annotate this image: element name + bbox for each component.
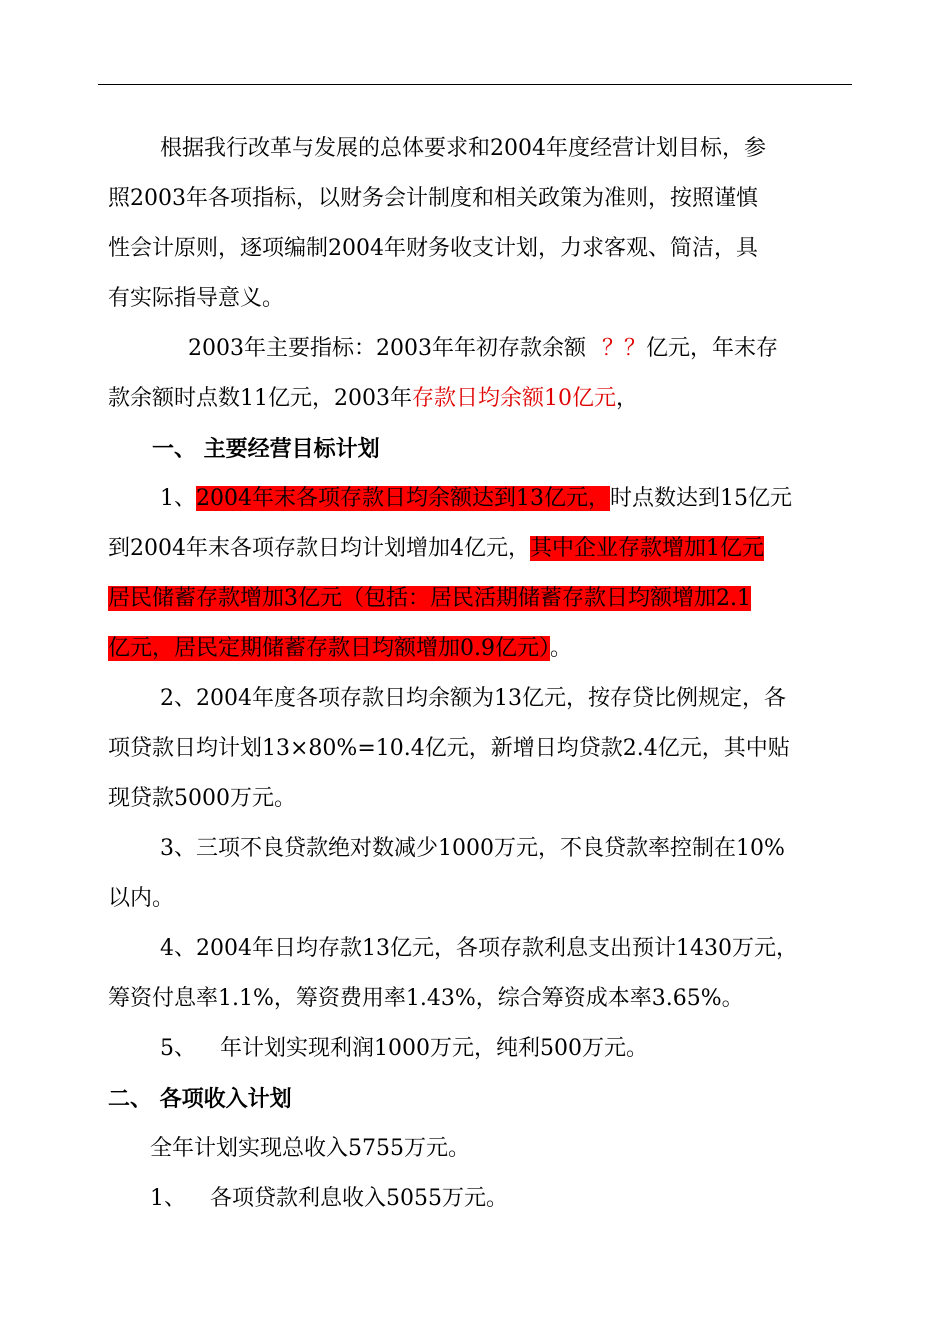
indicators-text: 2003年主要指标：2003年年初存款余额 xyxy=(188,336,586,361)
highlighted-text: 2004年末各项存款日均余额达到13亿元， xyxy=(196,486,610,511)
indicators-text: 款余额时点数11亿元，2003年 xyxy=(108,386,412,411)
item-2-line-3: 现贷款5000万元。 xyxy=(108,786,296,811)
section-heading-1: 一、 主要经营目标计划 xyxy=(152,436,380,462)
item-number: 5、 xyxy=(160,1036,196,1061)
total-income-line: 全年计划实现总收入5755万元。 xyxy=(150,1136,470,1161)
red-text-daily-average: 存款日均余额10亿元 xyxy=(411,386,616,411)
item-2-line-1: 2、2004年度各项存款日均余额为13亿元，按存贷比例规定，各 xyxy=(160,686,786,711)
item-punct: 。 xyxy=(550,636,573,661)
item-3-line-1: 3、三项不良贷款绝对数减少1000万元，不良贷款率控制在10% xyxy=(160,836,785,861)
intro-line-1: 根据我行改革与发展的总体要求和2004年度经营计划目标，参 xyxy=(160,136,766,161)
item-text: 年计划实现利润1000万元，纯利500万元。 xyxy=(220,1036,648,1061)
item-text: 到2004年末各项存款日均计划增加4亿元， xyxy=(108,536,530,561)
item-4-line-2: 筹资付息率1.1%，筹资费用率1.43%，综合筹资成本率3.65%。 xyxy=(108,986,744,1011)
unknown-value: ？？ xyxy=(601,336,646,361)
header-rule xyxy=(98,84,852,85)
item-1-line-1 xyxy=(108,474,860,524)
indicators-line-1 xyxy=(108,324,860,374)
intro-line-2: 照2003年各项指标，以财务会计制度和相关政策为准则，按照谨慎 xyxy=(108,186,758,211)
highlighted-text: 居民储蓄存款增加3亿元（包括：居民活期储蓄存款日均额增加2.1 xyxy=(108,586,751,611)
highlighted-text: 其中企业存款增加1亿元 xyxy=(530,536,764,561)
item-1-line-2 xyxy=(108,524,860,574)
document-body xyxy=(108,124,860,1224)
item-1-line-3 xyxy=(108,574,860,624)
item-text: 各项贷款利息收入5055万元。 xyxy=(210,1186,508,1211)
income-item-1-line xyxy=(108,1174,860,1224)
item-3-line-2: 以内。 xyxy=(108,886,175,911)
intro-line-3: 性会计原则，逐项编制2004年财务收支计划，力求客观、简洁，具 xyxy=(108,236,758,261)
item-text: 时点数达到15亿元 xyxy=(609,486,792,511)
indicators-line-2 xyxy=(108,374,860,424)
item-4-line-1: 4、2004年日均存款13亿元，各项存款利息支出预计1430万元， xyxy=(160,936,798,961)
highlighted-text: 亿元，居民定期储蓄存款日均额增加0.9亿元） xyxy=(108,636,550,661)
indicators-punct: ， xyxy=(615,386,638,411)
section-heading-2: 二、 各项收入计划 xyxy=(108,1086,292,1112)
item-5-line xyxy=(108,1024,860,1074)
item-2-line-2: 项贷款日均计划13×80%=10.4亿元，新增日均贷款2.4亿元，其中贴 xyxy=(108,736,790,761)
item-number: 1、 xyxy=(150,1186,186,1211)
item-number: 1、 xyxy=(160,486,196,511)
intro-line-4: 有实际指导意义。 xyxy=(108,286,285,311)
indicators-text-end: 亿元，年末存 xyxy=(646,336,779,361)
item-1-line-4 xyxy=(108,624,860,674)
